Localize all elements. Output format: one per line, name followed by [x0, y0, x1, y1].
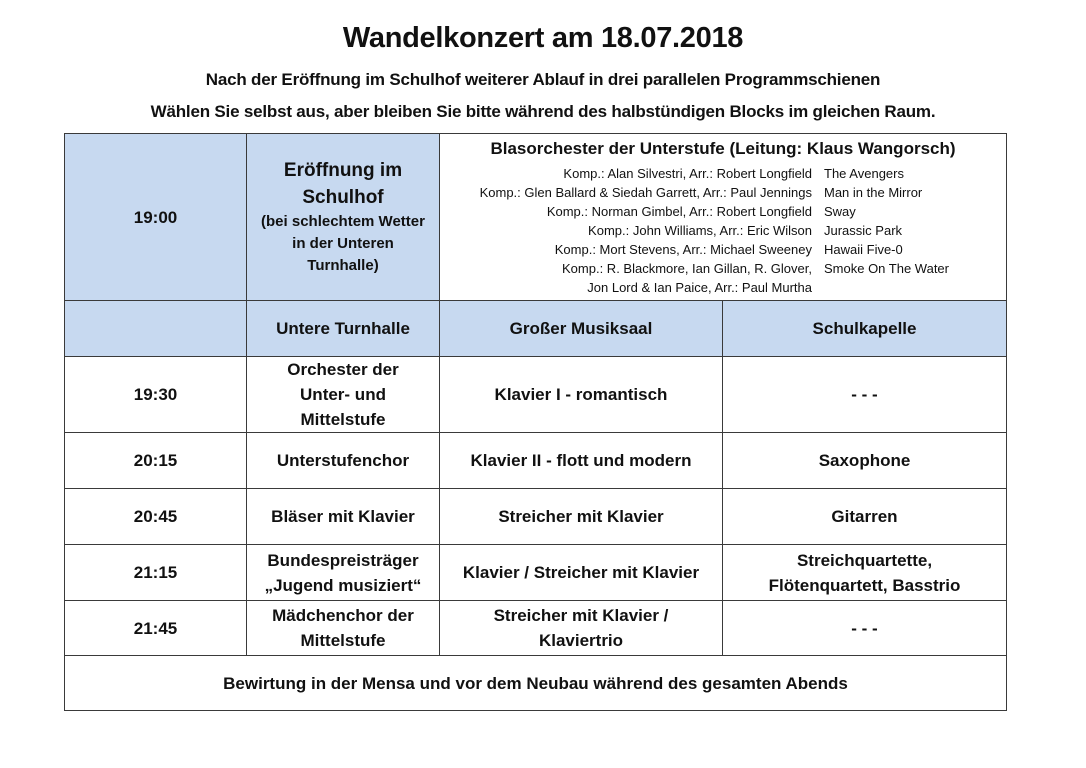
room-header-grosser-musiksaal: Großer Musiksaal	[440, 301, 723, 357]
row-cell-schulkapelle: Gitarren	[723, 489, 1007, 545]
opening-row	[65, 134, 1007, 301]
piece-composer: Komp.: R. Blackmore, Ian Gillan, R. Glover,	[562, 261, 812, 276]
row-cell-schulkapelle: Saxophone	[723, 433, 1007, 489]
room-header-schulkapelle: Schulkapelle	[723, 301, 1007, 357]
footer-row	[65, 656, 1007, 711]
rooms-header-row	[65, 301, 1007, 357]
row-cell-turnhalle: Unterstufenchor	[247, 433, 440, 489]
opening-note-line1: (bei schlechtem Wetter	[261, 213, 425, 230]
piece-composer: Komp.: Mort Stevens, Arr.: Michael Sweeney	[554, 242, 812, 257]
table-row	[65, 357, 1007, 433]
subtitle-instructions: Wählen Sie selbst aus, aber bleiben Sie bitte während des halbstündigen Blocks im gleichen Raum.	[150, 102, 936, 121]
row-cell-musiksaal: Streicher mit Klavier / Klaviertrio	[440, 601, 723, 656]
blasorchester-cell	[440, 134, 1007, 301]
row-time: 20:15	[65, 433, 247, 489]
table-row	[65, 489, 1007, 545]
schedule-table	[64, 133, 1007, 711]
row-time: 19:30	[65, 357, 247, 433]
piece-title: The Avengers	[824, 166, 904, 181]
subtitle-program-info: Nach der Eröffnung im Schulhof weiterer Ablauf in drei parallelen Programmschienen	[205, 70, 881, 89]
opening-time: 19:00	[65, 134, 247, 301]
piece-title: Sway	[824, 204, 856, 219]
piece-title	[824, 278, 1002, 297]
piece-title: Man in the Mirror	[824, 185, 923, 200]
row-cell-turnhalle: Bläser mit Klavier	[247, 489, 440, 545]
opening-note	[251, 211, 435, 277]
row-cell-turnhalle: Orchester der Unter- und Mittelstufe	[247, 357, 440, 433]
room-header-untere-turnhalle: Untere Turnhalle	[247, 301, 440, 357]
piece-title: Hawaii Five-0	[824, 242, 903, 257]
row-cell-turnhalle: Mädchenchor der Mittelstufe	[247, 601, 440, 656]
table-row	[65, 601, 1007, 656]
row-cell-musiksaal: Klavier / Streicher mit Klavier	[440, 545, 723, 601]
page-title: Wandelkonzert am 18.07.2018	[342, 22, 744, 54]
row-cell-schulkapelle: - - -	[723, 357, 1007, 433]
row-time: 21:15	[65, 545, 247, 601]
row-time: 20:45	[65, 489, 247, 545]
row-cell-schulkapelle: Streichquartette, Flötenquartett, Basstrio	[723, 545, 1007, 601]
row-cell-schulkapelle: - - -	[723, 601, 1007, 656]
row-cell-musiksaal: Klavier I - romantisch	[440, 357, 723, 433]
row-cell-musiksaal: Streicher mit Klavier	[440, 489, 723, 545]
opening-title-line2: Schulhof	[302, 187, 384, 208]
row-cell-turnhalle: Bundespreisträger „Jugend musiziert“	[247, 545, 440, 601]
piece-title: Jurassic Park	[824, 223, 903, 238]
piece-composer: Komp.: John Williams, Arr.: Eric Wilson	[588, 223, 812, 238]
opening-note-line3: Turnhalle)	[307, 257, 379, 274]
catering-note: Bewirtung in der Mensa und vor dem Neubau während des gesamten Abends	[65, 656, 1007, 711]
piece-list	[444, 164, 1002, 297]
rooms-header-blank	[65, 301, 247, 357]
opening-note-line2: in der Unteren	[292, 235, 394, 252]
band-title: Blasorchester der Unterstufe (Leitung: Klaus Wangorsch)	[490, 139, 956, 158]
piece-composer: Komp.: Norman Gimbel, Arr.: Robert Longfield	[546, 204, 812, 219]
row-time: 21:45	[65, 601, 247, 656]
table-row	[65, 433, 1007, 489]
opening-cell	[247, 134, 440, 301]
piece-composer: Komp.: Glen Ballard & Siedah Garrett, Arr.: Paul Jennings	[479, 185, 812, 200]
piece-title: Smoke On The Water	[824, 261, 949, 276]
row-cell-musiksaal: Klavier II - flott und modern	[440, 433, 723, 489]
piece-composer: Jon Lord & Ian Paice, Arr.: Paul Murtha	[587, 280, 812, 295]
table-row	[65, 545, 1007, 601]
piece-composer: Komp.: Alan Silvestri, Arr.: Robert Longfield	[563, 166, 812, 181]
opening-title-line1: Eröffnung im	[283, 160, 403, 181]
opening-title	[284, 160, 402, 208]
